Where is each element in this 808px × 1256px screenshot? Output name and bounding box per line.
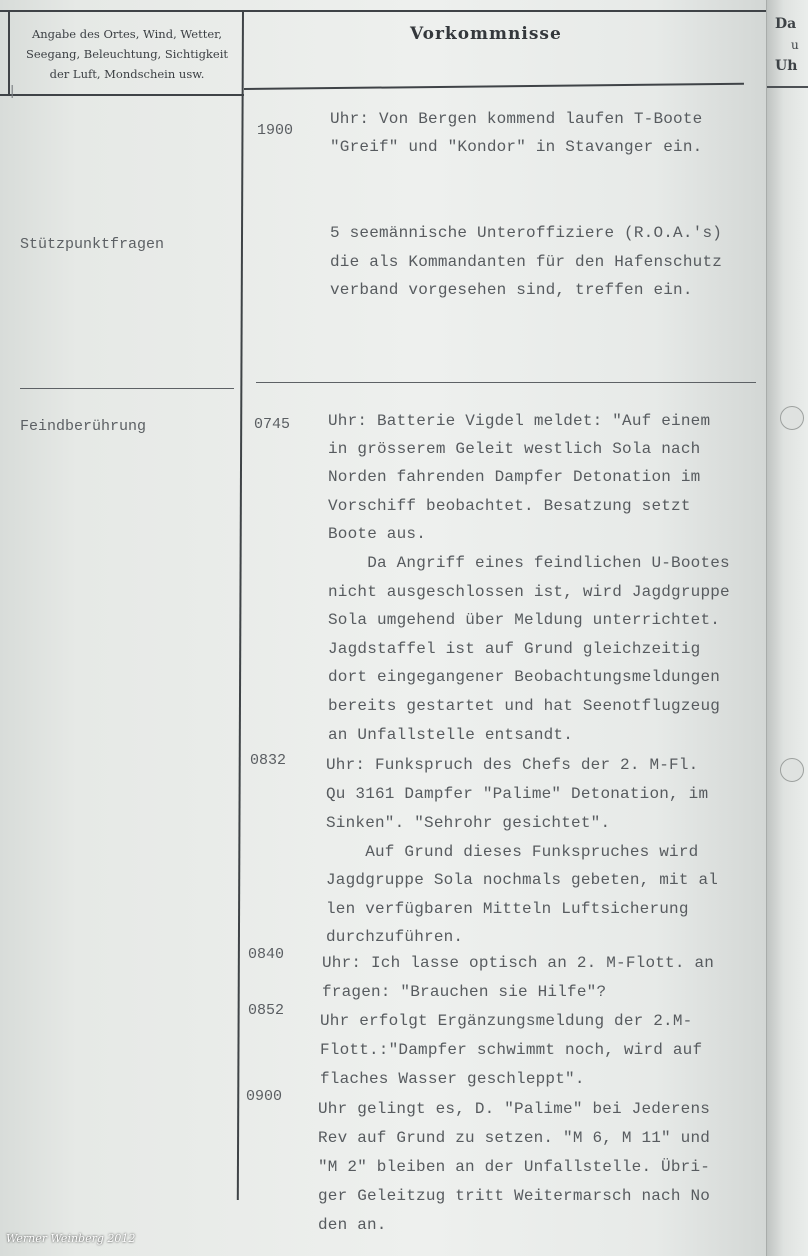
top-rule [0,10,770,12]
entry-line: Auf Grund dieses Funkspruches wird [326,843,699,861]
adjacent-page-edge [766,0,808,1256]
entry-line: Sinken". "Sehrohr gesichtet". [326,814,611,832]
margin-label-feindberuehrung: Feindberührung [20,418,147,435]
entry-line: Uhr gelingt es, D. "Palime" bei Jederens [318,1100,711,1118]
entry-time: 0745 [254,416,291,433]
entry-time: 0840 [248,946,285,963]
entry-line: Qu 3161 Dampfer "Palime" Detonation, im [326,785,709,803]
entry-line: Uhr: Batterie Vigdel meldet: "Auf einem [328,412,711,430]
entry-time: 0832 [250,752,287,769]
entry-line: Jagdstaffel ist auf Grund gleichzeitig [328,640,701,658]
entry-line: Flott.:"Dampfer schwimmt noch, wird auf [320,1041,703,1059]
entry-line: "Greif" und "Kondor" in Stavanger ein. [330,138,703,156]
entry-time: 0900 [246,1088,283,1105]
entry-line: verband vorgesehen sind, treffen ein. [330,281,693,299]
entry-line: nicht ausgeschlossen ist, wird Jagdgruppe [328,583,730,601]
entry-line: "M 2" bleiben an der Unfallstelle. Übri- [318,1158,711,1176]
column-divider [237,10,244,1200]
entry-line: an Unfallstelle entsandt. [328,726,574,744]
entry-line: die als Kommandanten für den Hafenschutz [330,253,723,271]
left-edge-rule [8,10,10,94]
entry-line: Jagdgruppe Sola nochmals gebeten, mit al [326,871,719,889]
adjacent-header-line: Da [775,16,797,32]
entry-time: 1900 [257,122,294,139]
entry-line: 5 seemännische Unteroffiziere (R.O.A.'s) [330,224,723,242]
entry-line: Vorschiff beobachtet. Besatzung setzt [328,497,691,515]
entry-time: 0852 [248,1002,285,1019]
binder-hole-icon [780,758,804,782]
section-divider-left [20,388,234,389]
adjacent-header-line: Uh [775,58,798,74]
entry-line: len verfügbaren Mitteln Luftsicherung [326,900,689,918]
entry-line: bereits gestartet und hat Seenotflugzeug [328,697,721,715]
entry-line: durchzuführen. [326,928,464,946]
photographer-watermark: Werner Weinberg 2012 [6,1232,136,1245]
entry-line: Rev auf Grund zu setzen. "M 6, M 11" und [318,1129,711,1147]
section-divider-main [256,382,756,383]
header-left-line: Seegang, Beleuchtung, Sichtigkeit [25,47,229,61]
entry-line: Uhr: Funkspruch des Chefs der 2. M-Fl. [326,756,699,774]
entry-line: fragen: "Brauchen sie Hilfe"? [322,983,607,1001]
entry-line: Boote aus. [328,525,427,543]
entry-line: Sola umgehend über Meldung unterrichtet. [328,611,721,629]
entry-line: in grösserem Geleit westlich Sola nach [328,440,701,458]
entry-line: flaches Wasser geschleppt". [320,1070,585,1088]
margin-label-stuetzpunkt: Stützpunktfragen [20,236,165,253]
entry-line: Da Angriff eines feindlichen U-Bootes [328,554,730,572]
pencil-mark: | [8,84,17,100]
entry-line: dort eingegangener Beobachtungsmeldungen [328,668,721,686]
entry-line: ger Geleitzug tritt Weitermarsch nach No [318,1187,711,1205]
entry-line: Uhr: Von Bergen kommend laufen T-Boote [330,110,703,128]
entry-line: Norden fahrenden Dampfer Detonation im [328,468,701,486]
entry-line: den an. [318,1216,387,1234]
header-left-line: der Luft, Mondschein usw. [49,67,205,81]
adjacent-page-rule [767,86,808,88]
adjacent-header-line: u [791,38,799,52]
header-left-line: Angabe des Ortes, Wind, Wetter, [31,27,223,41]
header-main-column: Vorkommnisse [410,24,562,44]
entry-line: Uhr erfolgt Ergänzungsmeldung der 2.M- [320,1012,693,1030]
binder-hole-icon [780,406,804,430]
entry-line: Uhr: Ich lasse optisch an 2. M-Flott. an [322,954,715,972]
header-bottom-rule-main [244,83,744,90]
adjacent-page-header [775,14,799,77]
header-left-column [14,24,240,84]
header-bottom-rule-left [0,94,244,96]
